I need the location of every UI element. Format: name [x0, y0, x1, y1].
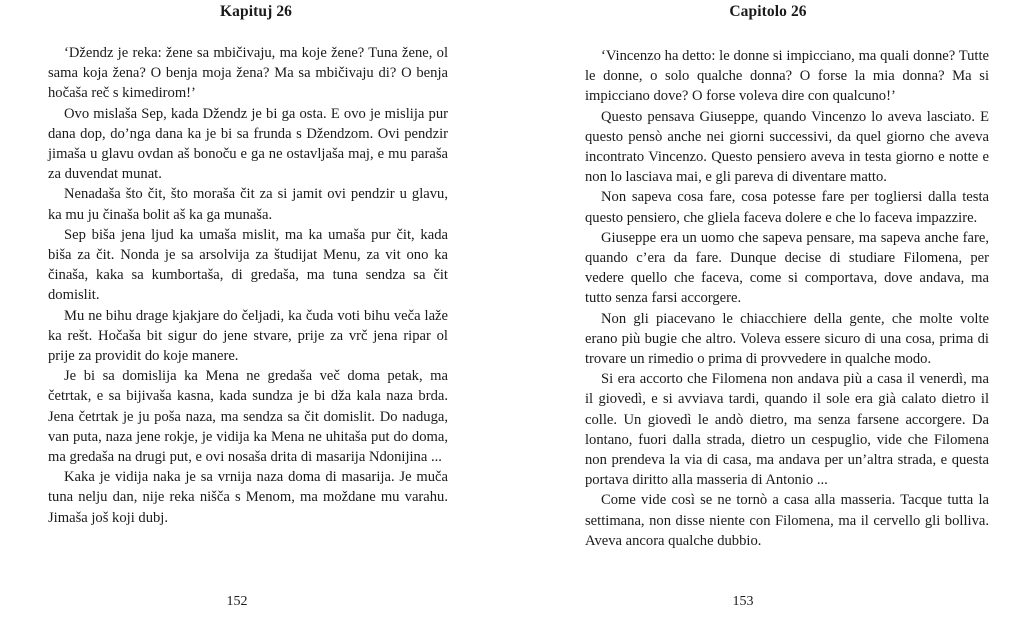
- right-paragraph-6: Si era accorto che Filomena non andava più a casa il venerdì, ma il giovedì, e si avviava tardi, quando il sole era già calato dietro il colle. Un giovedì le andò dietro, ma senza farsene accorgere. Da lontano, fuori dalla strada, dietro un cespuglio, vide che Filomena non prendeva la via di casa, ma andava per un’altra strada, e questa portava diritto alla masseria di Antonio ...: [585, 371, 989, 489]
- page-number-right: 153: [732, 594, 754, 609]
- left-paragraph-1: ‘Džendz je reka: žene sa mbičivaju, ma koje žene? Tuna žene, ol sama koja žena? O benja moja žena? Ma sa mbičivaju di? O benja hočaša reč s kimedirom!’: [48, 45, 448, 102]
- right-page: [512, 0, 1024, 627]
- left-paragraph-4: Sep biša jena ljud ka umaša mislit, ma ka umaša pur čit, kada biša za čit. Nonda je sa arsolvija za študijat Menu, za vit ono ka činaša, kaka sa kumbortaša, di gredaša, ma tuna sendza sa čit domislit.: [48, 226, 448, 304]
- right-paragraph-7: Come vide così se ne tornò a casa alla masseria. Tacque tutta la settimana, non disse niente con Filomena, ma il cervello gli bolliva. Aveva ancora qualche dubbio.: [585, 492, 989, 549]
- right-paragraph-3: Non sapeva cosa fare, cosa potesse fare per togliersi dalla testa questo pensiero, che gliela faceva dolere e che lo faceva impazzire.: [585, 189, 989, 226]
- left-paragraph-5: Mu ne bihu drage kjakjare do čeljadi, ka čuda voti bihu veča laže ka rešt. Hočaša bit sigur do jene stvare, prije za vrč jena ripar ol prije za providit do koje manere.: [48, 307, 448, 365]
- left-paragraph-7: Kaka je vidija naka je sa vrnija naza doma di masarija. Je muča tuna nelju dan, nije reka nišča s Menom, ma moždane mu varahu. Jimaša još koji dubj.: [48, 469, 448, 526]
- left-text-block: [48, 43, 448, 528]
- right-text-block: [585, 46, 989, 551]
- left-paragraph-6: Je bi sa domislija ka Mena ne gredaša več doma petak, ma četrtak, e sa bijivaša kasna, kada sundza je bi dža kala naza brda. Jena četrtak je ju poša naza, ma sendza sa čit domislit. Do naduga, van puta, naza jene rokje, je vidija ka Mena ne uhitaša put do doma, ma gredaša na drugi put, e ovi nosaša drita di masarija Ndonijina ...: [48, 368, 448, 466]
- page-number-left: 152: [226, 594, 248, 609]
- right-paragraph-2: Questo pensava Giuseppe, quando Vincenzo lo aveva lasciato. E questo pensò anche nei giorni successivi, da quel giorno che aveva incontrato Vincenzo. Questo pensiero aveva in testa giorno e notte e non lo lasciava mai, e gli pareva di diventare matto.: [585, 108, 989, 186]
- right-paragraph-5: Non gli piacevano le chiacchiere della gente, che molte volte erano più bugie che altro. Voleva essere sicuro di una cosa, prima di trovare un rimedio o prima di provvedere in qualche modo.: [585, 310, 989, 368]
- right-paragraph-1: ‘Vincenzo ha detto: le donne si impicciano, ma quali donne? Tutte le donne, o solo qualche donna? O forse la mia donna? Ma si impicciano dove? O forse voleva dire con qualcuno!’: [585, 48, 989, 105]
- right-paragraph-4: Giuseppe era un uomo che sapeva pensare, ma sapeva anche fare, quando c’era da fare. Dunque decise di studiare Filomena, per vedere quello che faceva, come si comportava, dove andava, ma tutto senza farsi accorgere.: [585, 229, 989, 307]
- left-paragraph-2: Ovo mislaša Sep, kada Džendz je bi ga osta. E ovo je mislija pur dana dop, do’nga dana ka je bi sa frunda s Džendzom. Ovi pendzir jimaša u glavu ovdan aš bonoču e ga ne ostavljaša maj, e mu paraša za duvendat munat.: [48, 105, 448, 183]
- chapter-title-right: Capitolo 26: [729, 3, 807, 20]
- chapter-title-left: Kapituj 26: [219, 3, 293, 20]
- left-paragraph-3: Nenadaša što čit, što moraša čit za si jamit ovi pendzir u glavu, ka mu ju činaša bolit aš ka ga munaša.: [48, 186, 448, 223]
